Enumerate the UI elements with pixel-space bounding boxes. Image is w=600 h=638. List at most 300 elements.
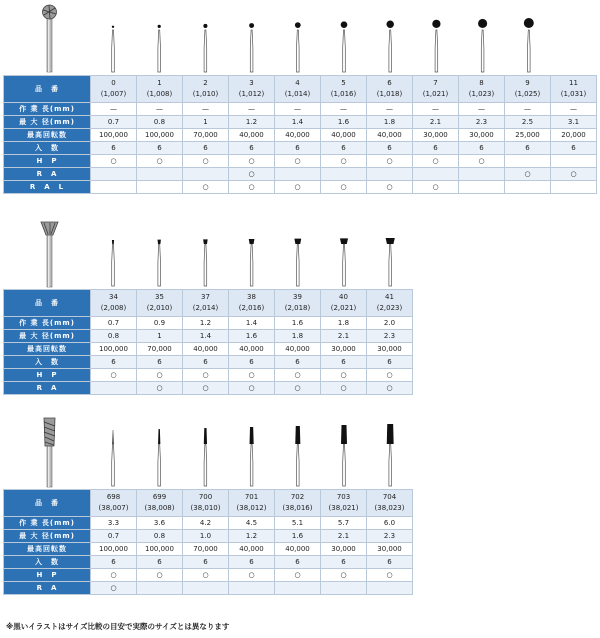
qty-cell: 6	[183, 556, 229, 569]
product-code: 38	[247, 293, 256, 301]
length-cell: —	[183, 103, 229, 116]
rpm-cell: 30,000	[367, 343, 413, 356]
diameter-cell: 2.1	[321, 530, 367, 543]
hp-mark-cell: ○	[137, 369, 183, 382]
diameter-cell: 1.6	[321, 116, 367, 129]
product-subcode: (2,018)	[284, 304, 311, 312]
product-subcode: (2,010)	[146, 304, 173, 312]
qty-cell: 6	[183, 142, 229, 155]
qty-cell: 6	[367, 356, 413, 369]
round-size-icon	[341, 21, 348, 72]
product-subcode: (2,021)	[330, 304, 357, 312]
qty-cell: 6	[275, 556, 321, 569]
diameter-cell: 2.5	[505, 116, 551, 129]
ra-mark-cell	[137, 582, 183, 595]
table-row	[4, 543, 413, 556]
qty-cell: 6	[367, 556, 413, 569]
length-cell: 3.3	[91, 517, 137, 530]
ra-mark-cell	[459, 168, 505, 181]
product-code: 11	[569, 79, 578, 87]
length-cell: —	[413, 103, 459, 116]
round-bur-illustrations	[3, 0, 597, 75]
product-code-cell	[321, 76, 367, 103]
rpm-cell: 30,000	[321, 543, 367, 556]
qty-cell: 6	[91, 142, 137, 155]
product-code-cell	[91, 290, 137, 317]
qty-cell: 6	[367, 142, 413, 155]
table-row	[4, 582, 413, 595]
round-size-icon	[478, 19, 487, 72]
product-code-cell	[459, 76, 505, 103]
rpm-cell: 70,000	[137, 343, 183, 356]
row-label-length: 作 業 長(mm)	[4, 103, 91, 116]
product-subcode: (38,007)	[98, 504, 129, 512]
product-code: 699	[152, 493, 167, 501]
inverted-cone-table	[3, 289, 413, 395]
ra-mark-cell: ○	[551, 168, 597, 181]
ral-mark-cell	[137, 181, 183, 194]
product-subcode: (38,023)	[374, 504, 405, 512]
diameter-cell: 2.1	[413, 116, 459, 129]
product-code-cell	[413, 76, 459, 103]
qty-cell: 6	[275, 142, 321, 155]
row-label-rpm: 最高回転数	[4, 129, 91, 142]
table-row	[4, 181, 597, 194]
product-code: 8	[479, 79, 484, 87]
table-row	[4, 556, 413, 569]
qty-cell: 6	[551, 142, 597, 155]
product-code: 41	[385, 293, 394, 301]
length-cell: 1.8	[321, 317, 367, 330]
rpm-cell: 70,000	[183, 543, 229, 556]
diameter-cell: 0.8	[91, 330, 137, 343]
product-code-cell	[137, 76, 183, 103]
fissure-size-icon	[295, 426, 300, 486]
hp-mark-cell: ○	[183, 369, 229, 382]
product-code: 704	[382, 493, 397, 501]
round-size-icon	[203, 24, 207, 72]
table-row	[4, 155, 597, 168]
hp-mark-cell: ○	[459, 155, 505, 168]
length-cell: 0.7	[91, 317, 137, 330]
round-size-icon	[432, 20, 440, 72]
round-size-icon	[112, 26, 115, 72]
product-subcode: (38,016)	[282, 504, 313, 512]
rpm-cell: 25,000	[505, 129, 551, 142]
product-code: 3	[249, 79, 254, 87]
rpm-cell: 100,000	[137, 129, 183, 142]
ra-mark-cell: ○	[505, 168, 551, 181]
product-code: 9	[525, 79, 530, 87]
qty-cell: 6	[137, 556, 183, 569]
product-subcode: (1,018)	[376, 90, 403, 98]
row-label-hinban: 品 番	[4, 490, 91, 517]
product-code: 701	[244, 493, 259, 501]
row-label-hinban: 品 番	[4, 76, 91, 103]
diameter-cell: 0.7	[91, 116, 137, 129]
hp-mark-cell: ○	[137, 155, 183, 168]
qty-cell: 6	[229, 556, 275, 569]
product-subcode: (1,021)	[422, 90, 449, 98]
product-code-cell	[229, 76, 275, 103]
product-code-cell	[321, 490, 367, 517]
table-row	[4, 129, 597, 142]
round-size-icon	[386, 21, 393, 72]
product-subcode: (38,012)	[236, 504, 267, 512]
product-code-cell	[183, 76, 229, 103]
round-size-icon	[524, 18, 534, 72]
product-code: 34	[109, 293, 118, 301]
ra-mark-cell	[183, 582, 229, 595]
product-code-cell	[91, 76, 137, 103]
ra-mark-cell	[275, 582, 321, 595]
diameter-cell: 1.8	[367, 116, 413, 129]
ra-mark-cell	[367, 582, 413, 595]
length-cell: 1.6	[275, 317, 321, 330]
ra-mark-cell	[137, 168, 183, 181]
ra-mark-cell	[275, 168, 321, 181]
round-bur-size-icons	[3, 0, 563, 75]
diameter-cell: 1	[183, 116, 229, 129]
diameter-cell: 1.4	[275, 116, 321, 129]
inverted-size-icon	[112, 240, 115, 286]
product-code: 35	[155, 293, 164, 301]
product-subcode: (2,016)	[238, 304, 265, 312]
product-code: 7	[433, 79, 438, 87]
qty-cell: 6	[413, 142, 459, 155]
hp-mark-cell: ○	[91, 155, 137, 168]
product-subcode: (1,025)	[514, 90, 541, 98]
row-label-qty: 入 数	[4, 556, 91, 569]
table-row	[4, 317, 413, 330]
diameter-cell: 1	[137, 330, 183, 343]
round-bur-block	[3, 0, 597, 194]
ral-mark-cell	[91, 181, 137, 194]
diameter-cell: 1.6	[275, 530, 321, 543]
product-code-cell	[91, 490, 137, 517]
table-row	[4, 168, 597, 181]
qty-cell: 6	[321, 356, 367, 369]
rpm-cell: 40,000	[229, 129, 275, 142]
table-row	[4, 517, 413, 530]
ra-mark-cell	[321, 582, 367, 595]
ral-mark-cell: ○	[183, 181, 229, 194]
length-cell: —	[367, 103, 413, 116]
inverted-size-icon	[340, 238, 348, 286]
product-code: 6	[387, 79, 392, 87]
qty-cell: 6	[229, 356, 275, 369]
hp-mark-cell: ○	[137, 569, 183, 582]
row-label-diameter: 最 大 径(mm)	[4, 530, 91, 543]
rpm-cell: 20,000	[551, 129, 597, 142]
row-label-rpm: 最高回転数	[4, 343, 91, 356]
length-cell: —	[551, 103, 597, 116]
length-cell: 4.2	[183, 517, 229, 530]
ra-mark-cell	[413, 168, 459, 181]
hp-mark-cell: ○	[321, 155, 367, 168]
rpm-cell: 100,000	[91, 129, 137, 142]
rpm-cell: 70,000	[183, 129, 229, 142]
product-subcode: (1,014)	[284, 90, 311, 98]
ra-mark-cell: ○	[137, 382, 183, 395]
diameter-cell: 1.2	[229, 530, 275, 543]
qty-cell: 6	[91, 556, 137, 569]
ral-mark-cell: ○	[275, 181, 321, 194]
hp-mark-cell: ○	[321, 369, 367, 382]
product-subcode: (1,016)	[330, 90, 357, 98]
product-subcode: (2,008)	[100, 304, 127, 312]
product-subcode: (1,007)	[100, 90, 127, 98]
row-label-hp: H P	[4, 155, 91, 168]
table-row	[4, 356, 413, 369]
product-code-cell	[229, 290, 275, 317]
ra-mark-cell	[367, 168, 413, 181]
fissure-size-icon	[204, 428, 207, 486]
length-cell: 2.0	[367, 317, 413, 330]
product-subcode: (1,010)	[192, 90, 219, 98]
qty-cell: 6	[321, 142, 367, 155]
round-size-icon	[158, 25, 161, 72]
ral-mark-cell	[505, 181, 551, 194]
fissure-size-icon	[112, 430, 115, 486]
diameter-cell: 1.4	[183, 330, 229, 343]
rpm-cell: 100,000	[91, 343, 137, 356]
round-size-icon	[249, 23, 254, 72]
hp-mark-cell	[551, 155, 597, 168]
ral-mark-cell: ○	[413, 181, 459, 194]
fissure-table	[3, 489, 413, 595]
fissure-size-icon	[341, 425, 347, 486]
hp-mark-cell: ○	[91, 569, 137, 582]
rpm-cell: 40,000	[229, 343, 275, 356]
diameter-cell: 0.8	[137, 530, 183, 543]
rpm-cell: 30,000	[321, 343, 367, 356]
ral-mark-cell: ○	[229, 181, 275, 194]
inverted-size-icon	[249, 239, 255, 286]
fissure-size-icons	[3, 414, 563, 489]
diameter-cell: 0.7	[91, 530, 137, 543]
row-label-qty: 入 数	[4, 356, 91, 369]
rpm-cell: 30,000	[459, 129, 505, 142]
ra-mark-cell	[321, 168, 367, 181]
product-subcode: (2,014)	[192, 304, 219, 312]
row-label-hp: H P	[4, 569, 91, 582]
product-code-cell	[505, 76, 551, 103]
hp-mark-cell: ○	[367, 155, 413, 168]
hp-mark-cell: ○	[229, 569, 275, 582]
hp-mark-cell: ○	[367, 569, 413, 582]
diameter-cell: 2.1	[321, 330, 367, 343]
length-cell: —	[459, 103, 505, 116]
product-code-cell	[321, 290, 367, 317]
hp-mark-cell: ○	[321, 569, 367, 582]
product-code: 698	[106, 493, 121, 501]
table-row	[4, 330, 413, 343]
round-size-icon	[295, 22, 301, 72]
product-subcode: (1,031)	[560, 90, 587, 98]
rpm-cell: 40,000	[275, 543, 321, 556]
length-cell: 4.5	[229, 517, 275, 530]
product-code-cell	[367, 76, 413, 103]
row-label-ral: R A L	[4, 181, 91, 194]
fissure-size-icon	[250, 427, 254, 486]
product-code-cell	[275, 76, 321, 103]
diameter-cell: 3.1	[551, 116, 597, 129]
ra-mark-cell: ○	[275, 382, 321, 395]
hp-mark-cell: ○	[367, 369, 413, 382]
qty-cell: 6	[91, 356, 137, 369]
inverted-size-icon	[203, 239, 208, 286]
hp-mark-cell: ○	[229, 369, 275, 382]
product-code-cell	[183, 290, 229, 317]
product-code-cell	[137, 490, 183, 517]
fissure-illustrations	[3, 414, 413, 489]
hp-mark-cell: ○	[91, 369, 137, 382]
product-subcode: (1,008)	[146, 90, 173, 98]
table-row	[4, 569, 413, 582]
qty-cell: 6	[275, 356, 321, 369]
product-code-cell	[183, 490, 229, 517]
footnote: ※黒いイラストはサイズ比較の目安で実際のサイズとは異なります	[6, 622, 230, 631]
product-code: 1	[157, 79, 162, 87]
length-cell: —	[229, 103, 275, 116]
row-label-length: 作 業 長(mm)	[4, 517, 91, 530]
rpm-cell: 40,000	[367, 129, 413, 142]
ra-mark-cell: ○	[321, 382, 367, 395]
length-cell: 6.0	[367, 517, 413, 530]
product-subcode: (38,021)	[328, 504, 359, 512]
length-cell: 5.7	[321, 517, 367, 530]
ral-mark-cell	[551, 181, 597, 194]
ral-mark-cell: ○	[367, 181, 413, 194]
row-label-diameter: 最 大 径(mm)	[4, 330, 91, 343]
product-code: 40	[339, 293, 348, 301]
diameter-cell: 1.8	[275, 330, 321, 343]
fissure-size-icon	[387, 424, 394, 486]
ra-mark-cell	[229, 582, 275, 595]
hp-mark-cell	[505, 155, 551, 168]
diameter-cell: 1.2	[229, 116, 275, 129]
inverted-cone-block	[3, 214, 413, 395]
row-label-hinban: 品 番	[4, 290, 91, 317]
product-code-cell	[229, 490, 275, 517]
product-code: 700	[198, 493, 213, 501]
row-label-length: 作 業 長(mm)	[4, 317, 91, 330]
length-cell: 1.2	[183, 317, 229, 330]
inverted-cone-illustrations	[3, 214, 413, 289]
table-row	[4, 382, 413, 395]
table-header-row	[4, 76, 597, 103]
product-subcode: (2,023)	[376, 304, 403, 312]
table-row	[4, 103, 597, 116]
length-cell: 0.9	[137, 317, 183, 330]
length-cell: —	[275, 103, 321, 116]
product-code-cell	[551, 76, 597, 103]
qty-cell: 6	[137, 356, 183, 369]
inverted-size-icon	[158, 240, 161, 286]
fissure-size-icon	[158, 429, 161, 486]
product-code: 37	[201, 293, 210, 301]
product-code: 5	[341, 79, 346, 87]
ra-mark-cell	[91, 382, 137, 395]
ral-mark-cell	[459, 181, 505, 194]
rpm-cell: 40,000	[321, 129, 367, 142]
hp-mark-cell: ○	[183, 569, 229, 582]
qty-cell: 6	[183, 356, 229, 369]
inverted-cone-size-icons	[3, 214, 563, 289]
qty-cell: 6	[137, 142, 183, 155]
product-code-cell	[367, 490, 413, 517]
row-label-ra: R A	[4, 382, 91, 395]
qty-cell: 6	[229, 142, 275, 155]
diameter-cell: 1.6	[229, 330, 275, 343]
diameter-cell: 2.3	[367, 330, 413, 343]
rpm-cell: 30,000	[367, 543, 413, 556]
table-row	[4, 116, 597, 129]
round-bur-table	[3, 75, 597, 194]
length-cell: 5.1	[275, 517, 321, 530]
rpm-cell: 100,000	[91, 543, 137, 556]
row-label-diameter: 最 大 径(mm)	[4, 116, 91, 129]
ra-mark-cell: ○	[183, 382, 229, 395]
diameter-cell: 2.3	[367, 530, 413, 543]
inverted-size-icon	[294, 239, 301, 286]
hp-mark-cell: ○	[413, 155, 459, 168]
hp-mark-cell: ○	[275, 569, 321, 582]
hp-mark-cell: ○	[183, 155, 229, 168]
product-code: 2	[203, 79, 208, 87]
diameter-cell: 1.0	[183, 530, 229, 543]
table-row	[4, 142, 597, 155]
ra-mark-cell: ○	[229, 168, 275, 181]
product-code-cell	[275, 290, 321, 317]
rpm-cell: 100,000	[137, 543, 183, 556]
row-label-rpm: 最高回転数	[4, 543, 91, 556]
row-label-ra: R A	[4, 582, 91, 595]
product-code-cell	[275, 490, 321, 517]
product-code: 4	[295, 79, 300, 87]
table-row	[4, 369, 413, 382]
rpm-cell: 30,000	[413, 129, 459, 142]
length-cell: —	[321, 103, 367, 116]
hp-mark-cell: ○	[229, 155, 275, 168]
product-subcode: (38,008)	[144, 504, 175, 512]
product-code-cell	[367, 290, 413, 317]
rpm-cell: 40,000	[275, 343, 321, 356]
product-code: 702	[290, 493, 305, 501]
product-code-cell	[137, 290, 183, 317]
length-cell: 1.4	[229, 317, 275, 330]
row-label-hp: H P	[4, 369, 91, 382]
ra-mark-cell: ○	[229, 382, 275, 395]
product-code: 0	[111, 79, 116, 87]
diameter-cell: 0.8	[137, 116, 183, 129]
table-row	[4, 343, 413, 356]
hp-mark-cell: ○	[275, 369, 321, 382]
table-header-row	[4, 490, 413, 517]
rpm-cell: 40,000	[183, 343, 229, 356]
table-header-row	[4, 290, 413, 317]
product-subcode: (1,023)	[468, 90, 495, 98]
fissure-block	[3, 414, 413, 595]
ra-mark-cell: ○	[367, 382, 413, 395]
ra-mark-cell	[91, 168, 137, 181]
length-cell: —	[91, 103, 137, 116]
qty-cell: 6	[505, 142, 551, 155]
inverted-size-icon	[386, 238, 395, 286]
rpm-cell: 40,000	[275, 129, 321, 142]
table-row	[4, 530, 413, 543]
